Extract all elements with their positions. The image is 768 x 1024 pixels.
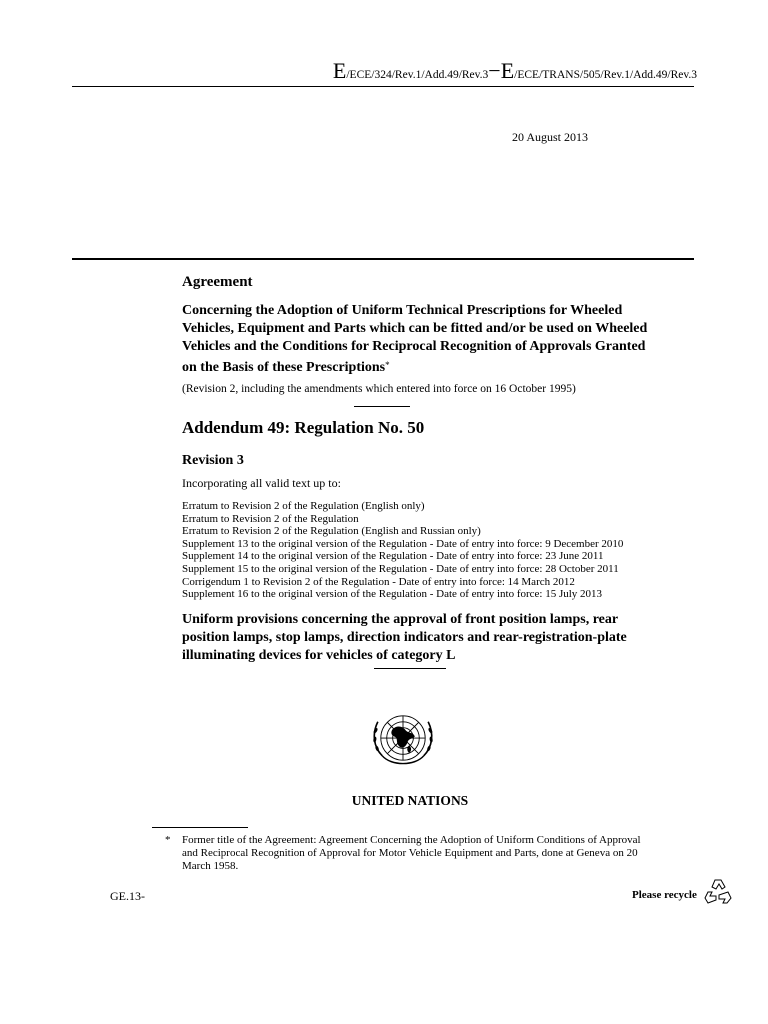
revision-heading: Revision 3 [182, 453, 244, 468]
agreement-heading: Agreement [182, 274, 253, 290]
agreement-title-text: Concerning the Adoption of Uniform Technical Prescriptions for Wheeled Vehicles, Equipment and Parts which can be fitted and/or be used on Wheeled Vehicles and the Conditions for Reciprocal Recognition of Approvals Granted on the Basis of these Prescriptions [182, 303, 648, 375]
footnote-mark: * [165, 834, 171, 846]
amendment-item: Supplement 16 to the original version of the Regulation - Date of entry into force: 15 July 2013 [182, 588, 603, 601]
recycle-icon [703, 877, 733, 905]
amendment-item: Erratum to Revision 2 of the Regulation [182, 512, 359, 525]
amendments-list [182, 500, 652, 601]
incorporating-text: Incorporating all valid text up to: [182, 476, 341, 490]
amendment-item: Supplement 14 to the original version of the Regulation - Date of entry into force: 23 June 2011 [182, 550, 604, 563]
job-number: GE.13- [110, 889, 145, 903]
symbol-separator: − [488, 58, 501, 83]
revision-note: (Revision 2, including the amendments which entered into force on 16 October 1995) [182, 383, 576, 395]
regulation-title: Uniform provisions concerning the approval of front position lamps, rear position lamps, stop lamps, direction indicators and rear-registration-plate illuminating devices for vehicles of category L [182, 611, 627, 663]
amendment-item: Erratum to Revision 2 of the Regulation (English only) [182, 500, 425, 512]
separator-rule [374, 668, 446, 669]
addendum-title: Addendum 49: Regulation No. 50 [182, 418, 425, 437]
amendment-item: Erratum to Revision 2 of the Regulation (English and Russian only) [182, 525, 481, 538]
amendment-item: Supplement 15 to the original version of the Regulation - Date of entry into force: 28 October 2011 [182, 562, 619, 575]
agreement-title [182, 302, 652, 377]
document-date: 20 August 2013 [512, 130, 589, 144]
organization-name: UNITED NATIONS [351, 793, 469, 808]
title-rule [72, 258, 694, 260]
footnote-reference[interactable]: * [385, 360, 390, 370]
symbol-prefix-1: E [332, 58, 347, 83]
un-emblem-icon [366, 704, 440, 778]
footnote-rule [152, 827, 248, 828]
document-symbol [272, 58, 697, 84]
symbol-prefix-2: E [500, 58, 515, 83]
main-content [182, 274, 652, 669]
separator-rule [354, 406, 410, 407]
amendment-item: Supplement 13 to the original version of the Regulation - Date of entry into force: 9 December 2010 [182, 537, 624, 550]
recycle-note: Please recycle [632, 889, 697, 901]
footnote [165, 834, 645, 873]
amendment-item: Corrigendum 1 to Revision 2 of the Regulation - Date of entry into force: 14 March 2012 [182, 575, 575, 588]
header-rule [72, 86, 694, 87]
symbol-1: /ECE/324/Rev.1/Add.49/Rev.3 [346, 69, 489, 81]
footnote-text: Former title of the Agreement: Agreement Concerning the Adoption of Uniform Conditions of Approval and Reciprocal Recognition of Approval for Motor Vehicle Equipment and Parts, done at Geneva on 20 March 1958. [182, 834, 641, 872]
symbol-2: /ECE/TRANS/505/Rev.1/Add.49/Rev.3 [514, 69, 697, 81]
